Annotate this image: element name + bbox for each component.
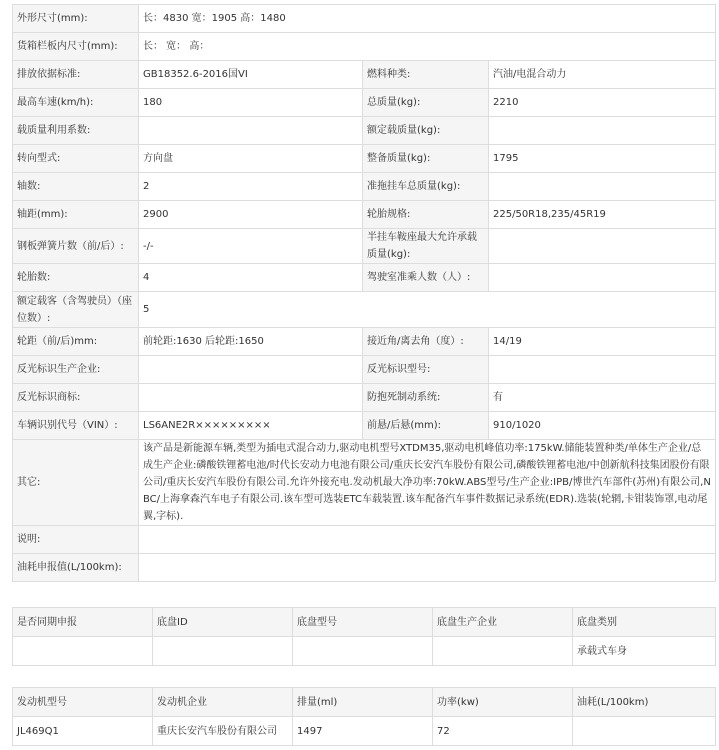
spec-label: 接近角/离去角（度）: xyxy=(363,328,489,356)
spec-label: 车辆识别代号（VIN）: xyxy=(13,412,139,440)
column-header: 油耗(L/100km) xyxy=(573,688,716,717)
spec-label: 最高车速(km/h): xyxy=(13,89,139,117)
spec-value: -/- xyxy=(139,229,363,264)
spec-value xyxy=(489,173,716,201)
spec-row-dimensions xyxy=(13,5,716,33)
spec-label: 轴数: xyxy=(13,173,139,201)
spec-value: 910/1020 xyxy=(489,412,716,440)
spec-label: 准拖挂车总质量(kg): xyxy=(363,173,489,201)
table-cell xyxy=(293,637,433,666)
spec-value xyxy=(489,264,716,292)
spec-row-remarks xyxy=(13,526,716,554)
engine-table xyxy=(12,687,716,746)
spec-label: 轮胎规格: xyxy=(363,201,489,229)
spec-row-fuel xyxy=(13,554,716,582)
spec-value: 长： 宽： 高： xyxy=(139,33,716,61)
spec-label: 排放依据标准: xyxy=(13,61,139,89)
spec-value: 180 xyxy=(139,89,363,117)
spec-row xyxy=(13,201,716,229)
spec-value: 有 xyxy=(489,384,716,412)
spec-label: 反光标识型号: xyxy=(363,356,489,384)
spec-value xyxy=(139,554,716,582)
other-notes: 该产品是新能源车辆,类型为插电式混合动力,驱动电机型号XTDM35,驱动电机峰值功率:175kW.储能装置种类/单体生产企业/总成生产企业:磷酸铁锂蓄电池/时代长安动力电池有限公司/重庆长安汽车股份有限公司,磷酸铁锂蓄电池/中创新航科技集团股份有限公司/重庆长安汽车股份有限公司.允许外接充电.发动机最大净功率:70kW.ABS型号/生产企业:IPB/博世汽车部件(苏州)有限公司,NBC/上海拿森汽车电子有限公司.该车型可选装ETC车载装置.该车配备汽车事件数据记录系统(EDR).选装(轮辋,卡钳装饰罩,电动尾翼,字标). xyxy=(139,440,716,526)
chassis-table xyxy=(12,607,716,666)
spec-label: 前悬/后悬(mm): xyxy=(363,412,489,440)
spec-row-vin xyxy=(13,412,716,440)
table-row xyxy=(13,717,716,746)
spec-label: 轮胎数: xyxy=(13,264,139,292)
spec-label: 货箱栏板内尺寸(mm): xyxy=(13,33,139,61)
spec-value: 方向盘 xyxy=(139,145,363,173)
spec-value: 汽油/电混合动力 xyxy=(489,61,716,89)
table-cell: 重庆长安汽车股份有限公司 xyxy=(153,717,293,746)
spec-row xyxy=(13,264,716,292)
spec-label: 总质量(kg): xyxy=(363,89,489,117)
table-cell: 72 xyxy=(433,717,573,746)
table-header xyxy=(13,688,716,717)
spec-value xyxy=(489,356,716,384)
spec-row xyxy=(13,145,716,173)
table-cell: 1497 xyxy=(293,717,433,746)
spec-label: 反光标识商标: xyxy=(13,384,139,412)
spec-label: 防抱死制动系统: xyxy=(363,384,489,412)
spec-label: 说明: xyxy=(13,526,139,554)
spec-value: 2900 xyxy=(139,201,363,229)
spec-label: 燃料种类: xyxy=(363,61,489,89)
spec-value: 1795 xyxy=(489,145,716,173)
spec-value xyxy=(139,356,363,384)
spec-label: 油耗申报值(L/100km): xyxy=(13,554,139,582)
spec-value: 2 xyxy=(139,173,363,201)
spec-value: GB18352.6-2016国VI xyxy=(139,61,363,89)
spec-table xyxy=(12,4,716,582)
spec-label: 轮距（前/后)mm: xyxy=(13,328,139,356)
spec-row xyxy=(13,173,716,201)
spec-row xyxy=(13,117,716,145)
spec-label: 转向型式: xyxy=(13,145,139,173)
spec-row-other xyxy=(13,440,716,526)
spec-value xyxy=(489,229,716,264)
spec-value: 14/19 xyxy=(489,328,716,356)
spec-row xyxy=(13,61,716,89)
spec-label: 其它: xyxy=(13,440,139,526)
spec-label: 轴距(mm): xyxy=(13,201,139,229)
spec-row xyxy=(13,328,716,356)
spec-row xyxy=(13,384,716,412)
column-header: 是否同期申报 xyxy=(13,608,153,637)
spec-label: 半挂车鞍座最大允许承载质量(kg): xyxy=(363,229,489,264)
column-header: 底盘ID xyxy=(153,608,293,637)
spec-row-cargo-box xyxy=(13,33,716,61)
column-header: 底盘生产企业 xyxy=(433,608,573,637)
spec-value xyxy=(489,117,716,145)
spec-label: 钢板弹簧片数（前/后）: xyxy=(13,229,139,264)
spec-value xyxy=(139,384,363,412)
spec-row xyxy=(13,356,716,384)
table-cell: 承载式车身 xyxy=(573,637,716,666)
column-header: 功率(kw) xyxy=(433,688,573,717)
spec-label: 外形尺寸(mm): xyxy=(13,5,139,33)
spec-value: 225/50R18,235/45R19 xyxy=(489,201,716,229)
spec-value: 前轮距:1630 后轮距:1650 xyxy=(139,328,363,356)
spec-row xyxy=(13,229,716,264)
table-cell xyxy=(153,637,293,666)
table-cell xyxy=(433,637,573,666)
spec-value xyxy=(139,526,716,554)
spec-label: 反光标识生产企业: xyxy=(13,356,139,384)
spec-label: 整备质量(kg): xyxy=(363,145,489,173)
table-cell: JL469Q1 xyxy=(13,717,153,746)
column-header: 发动机企业 xyxy=(153,688,293,717)
spec-label: 额定载质量(kg): xyxy=(363,117,489,145)
spec-label: 驾驶室准乘人数（人）: xyxy=(363,264,489,292)
spec-value: 4 xyxy=(139,264,363,292)
spec-value xyxy=(139,117,363,145)
spec-row-seats xyxy=(13,292,716,328)
spec-row xyxy=(13,89,716,117)
column-header: 排量(ml) xyxy=(293,688,433,717)
table-cell xyxy=(573,717,716,746)
spec-value: 2210 xyxy=(489,89,716,117)
column-header: 底盘型号 xyxy=(293,608,433,637)
spec-value: 长：4830 宽：1905 高：1480 xyxy=(139,5,716,33)
spec-label: 载质量利用系数: xyxy=(13,117,139,145)
spec-label: 额定载客（含驾驶员）（座位数）: xyxy=(13,292,139,328)
spec-value: 5 xyxy=(139,292,716,328)
vin-value: LS6ANE2R××××××××× xyxy=(139,412,363,440)
table-cell xyxy=(13,637,153,666)
column-header: 发动机型号 xyxy=(13,688,153,717)
column-header: 底盘类别 xyxy=(573,608,716,637)
table-header xyxy=(13,608,716,637)
table-row xyxy=(13,637,716,666)
